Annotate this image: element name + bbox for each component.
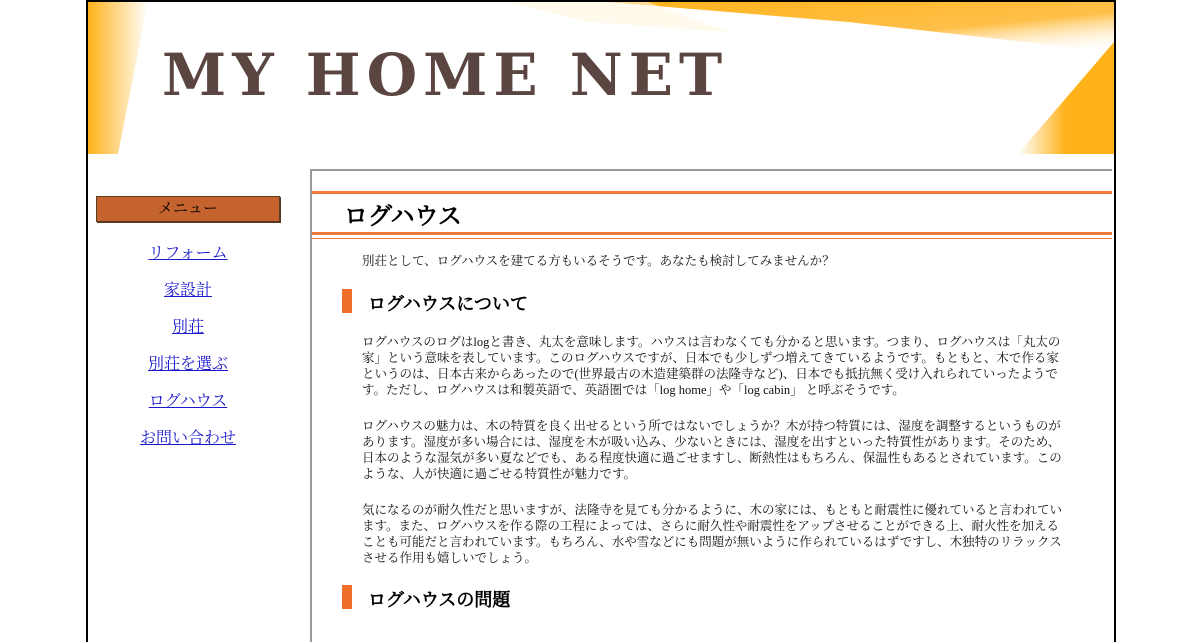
page-title: ログハウス	[344, 203, 462, 230]
menu-item-log-house[interactable]: ログハウス	[148, 393, 228, 410]
menu-item-contact[interactable]: お問い合わせ	[139, 430, 236, 447]
paragraph: ログハウスの魅力は、木の特質を良く出せるという所ではないでしょうか？木が持つ特質には、湿度を調整するというものがあります。湿度が多い場合には、湿度を木が吸い込み、少ないときには、湿度を出すといった特質性があります。そのため、日本のような湿気が多い夏などでも、ある程度快適に過ごせますし、断熱性はもちろん、保温性もあるとされています。このような、人が快適に過ごせる特質性が魅力です。	[362, 419, 1062, 481]
heading-marker	[342, 289, 352, 313]
menu-list	[96, 235, 280, 457]
main-content	[310, 169, 1112, 642]
sidebar	[96, 196, 280, 457]
menu-item-reform[interactable]: リフォーム	[148, 245, 228, 262]
paragraph: ログハウスのログはlogと書き、丸太を意味します。ハウスは言わなくても分かると思います。つまり、ログハウスは「丸太の家」という意味を表しています。このログハウスですが、日本でも少しずつ増えてきているようです。もともと、木で作る家というのは、日本古来からあったので(世界最古の木造建築群の法隆寺など)、日本でも抵抗無く受け入れられていったようです。ただし、ログハウスは和製英語で、英語圏では「log home」や「log cabin」 と呼ぶそうです。	[362, 335, 1061, 397]
paragraph: 気になるのが耐久性だと思いますが、法隆寺を見ても分かるように、木の家には、もともと耐震性に優れていると言われています。また、ログハウスを作る際の工程によっては、さらに耐久性や耐震性をアップさせることができる上、耐火性を加えることも可能だと言われています。もちろん、水や雪などにも問題が無いように作られているはずですし、木独特のリラックスさせる作用も嬉しいでしょう。	[362, 503, 1063, 565]
title-bar	[312, 191, 1112, 235]
menu-item-choose-villa[interactable]: 別荘を選ぶ	[147, 356, 228, 373]
menu-header: メニュー	[96, 196, 280, 222]
section-heading-text: ログハウスの問題	[368, 590, 511, 610]
page-frame	[86, 0, 1116, 642]
section-heading-text: ログハウスについて	[368, 294, 529, 314]
menu-item-villa[interactable]: 別荘	[171, 319, 204, 336]
menu-item-house-design[interactable]: 家設計	[163, 282, 212, 299]
site-logo[interactable]: MY HOME NET	[162, 41, 729, 109]
header-banner	[88, 2, 1114, 154]
heading-marker	[342, 585, 352, 609]
intro-text: 別荘として、ログハウスを建てる方もいるそうです。あなたも検討してみませんか？	[362, 254, 835, 268]
